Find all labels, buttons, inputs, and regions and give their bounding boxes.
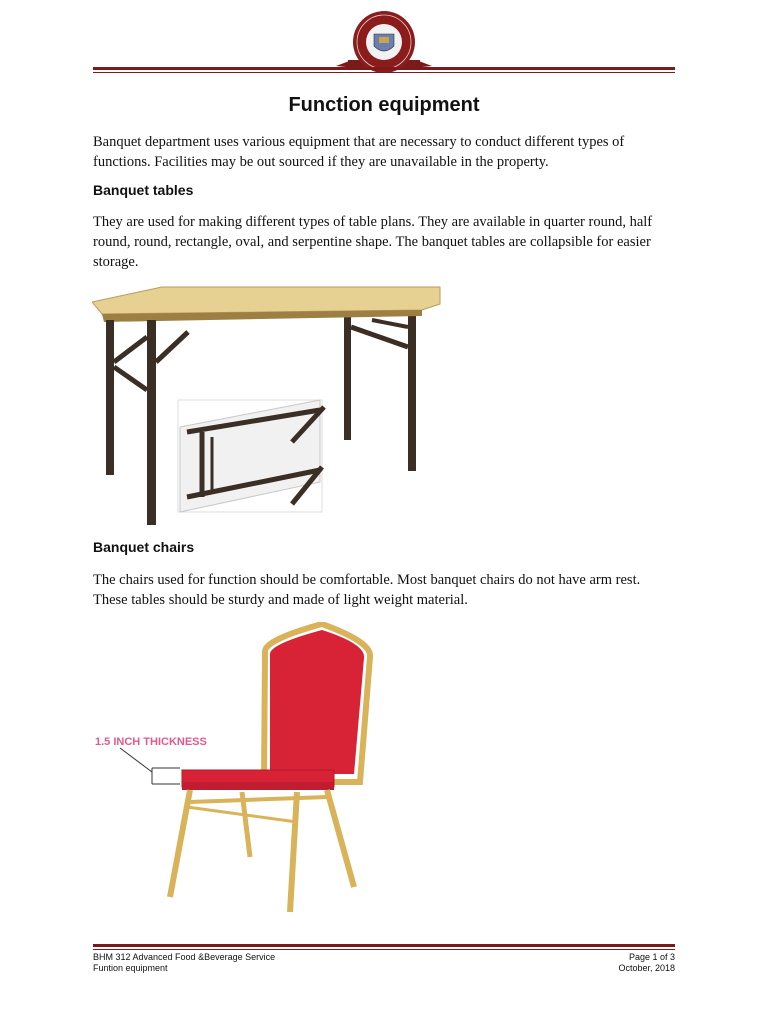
footer-right [618,952,675,974]
university-seal-logo [334,8,434,72]
header-rule-thin [93,72,675,73]
tables-paragraph: They are used for making different types of table plans. They are available in quarter round, half round, round, rectangle, oval, and serpentine shape. The banquet tables are collapsible for easier storage. [93,214,653,270]
footer-rule-thin [93,949,675,950]
section-heading-chairs: Banquet chairs [93,539,195,555]
footer-topic: Funtion equipment [93,963,168,973]
banquet-chair-illustration [92,622,382,922]
footer-date: October, 2018 [618,963,675,973]
folding-banquet-table-illustration [92,282,444,532]
chair-thickness-label: 1.5 INCH THICKNESS [95,736,207,748]
footer-rule [93,944,675,947]
chairs-paragraph: The chairs used for function should be comfortable. Most banquet chairs do not have arm rest. These tables should be sturdy and made of light weight material. [93,572,641,608]
intro-paragraph: Banquet department uses various equipment that are necessary to conduct different types of functions. Facilities may be out sourced if they are unavailable in the property. [93,134,625,170]
footer-course: BHM 312 Advanced Food &Beverage Service [93,952,276,962]
footer-page-number: Page 1 of 3 [628,952,675,962]
page-title: Function equipment [288,94,480,116]
header-rule [93,67,675,70]
section-heading-tables: Banquet tables [93,182,194,198]
footer-left [93,952,275,974]
